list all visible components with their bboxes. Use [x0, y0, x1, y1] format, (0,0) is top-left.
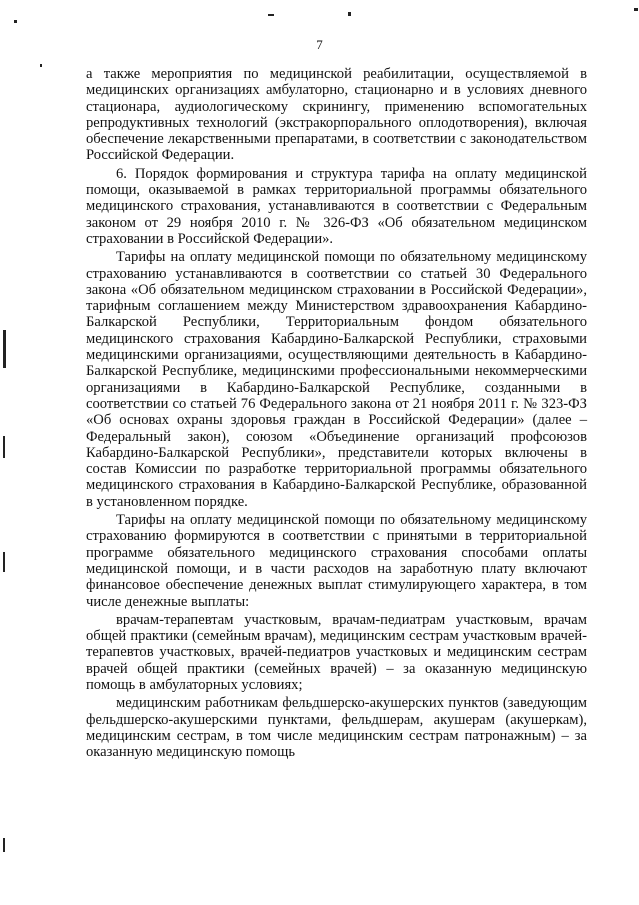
scan-margin-line	[3, 838, 5, 852]
scan-margin-line	[3, 552, 5, 572]
paragraph-tariff-establishment: Тарифы на оплату медицинской помощи по обязательному медицинскому страхованию устанавливаются в соответствии со статьей 30 Федерального закона «Об обязательном медицинском страховании в Российской Федерации», тарифным соглашением между Министерством здравоохранения Кабардино-Балкарской Республики, Территориальным фондом обязательного медицинского страхования Кабардино-Балкарской Республики, страховыми медицинскими организациями, осуществляющими деятельность в Кабардино-Балкарской Республике, медицинскими профессиональными некоммерческими организациями в Кабардино-Балкарской Республике, созданными в соответствии со статьей 76 Федерального закона от 21 ноября 2011 г. № 323-ФЗ «Об основах охраны здоровья граждан в Российской Федерации» (далее – Федеральный закон), союзом «Объединение организаций профсоюзов Кабардино-Балкарской Республики», представители которых включены в состав Комиссии по разработке территориальной программы обязательного медицинского страхования в Кабардино-Балкарской Республике, образованной в установленном порядке.	[86, 249, 587, 510]
paragraph-rehabilitation: а также мероприятия по медицинской реабилитации, осуществляемой в медицинских организациях амбулаторно, стационарно и в условиях дневного стационара, аудиологическому скринингу, применению вспомогательных репродуктивных технологий (экстракорпорального оплодотворения), включая обеспечение лекарственными препаратами, в соответствии с законодательством Российской Федерации.	[86, 66, 587, 164]
scan-margin-line	[3, 330, 6, 368]
scan-speck	[40, 64, 42, 67]
paragraph-payments-feldsher: медицинским работникам фельдшерско-акушерских пунктов (заведующим фельдшерско-акушерскими пунктами, фельдшерам, акушерам (акушеркам), медицинским сестрам, в том числе медицинским сестрам патронажным) – за оказанную медицинскую помощь	[86, 695, 587, 761]
paragraph-tariff-formation: Тарифы на оплату медицинской помощи по обязательному медицинскому страхованию формируются в соответствии с принятыми в территориальной программе обязательного медицинского страхования способами оплаты медицинской помощи, и в части расходов на заработную плату включают финансовое обеспечение денежных выплат стимулирующего характера, в том числе денежные выплаты:	[86, 512, 587, 610]
scan-margin-line	[3, 436, 5, 458]
document-body	[86, 66, 587, 762]
scan-speck	[634, 8, 638, 11]
paragraph-payments-doctors: врачам-терапевтам участковым, врачам-педиатрам участковым, врачам общей практики (семейным врачам), медицинским сестрам участковым врачей-терапевтов участковых, врачей-педиатров участковых и медицинским сестрам врачей общей практики (семейных врачей) – за оказанную медицинскую помощь в амбулаторных условиях;	[86, 611, 587, 693]
scan-speck	[348, 12, 351, 16]
paragraph-tariff-structure: 6. Порядок формирования и структура тарифа на оплату медицинской помощи, оказываемой в рамках территориальной программы обязательного медицинского страхования, устанавливаются в соответствии с Федеральным законом от 29 ноября 2010 г. № 326-ФЗ «Об обязательном медицинском страховании в Российской Федерации».	[86, 165, 587, 247]
page-number: 7	[316, 37, 323, 52]
scan-speck	[14, 20, 17, 23]
scan-speck	[268, 14, 274, 16]
